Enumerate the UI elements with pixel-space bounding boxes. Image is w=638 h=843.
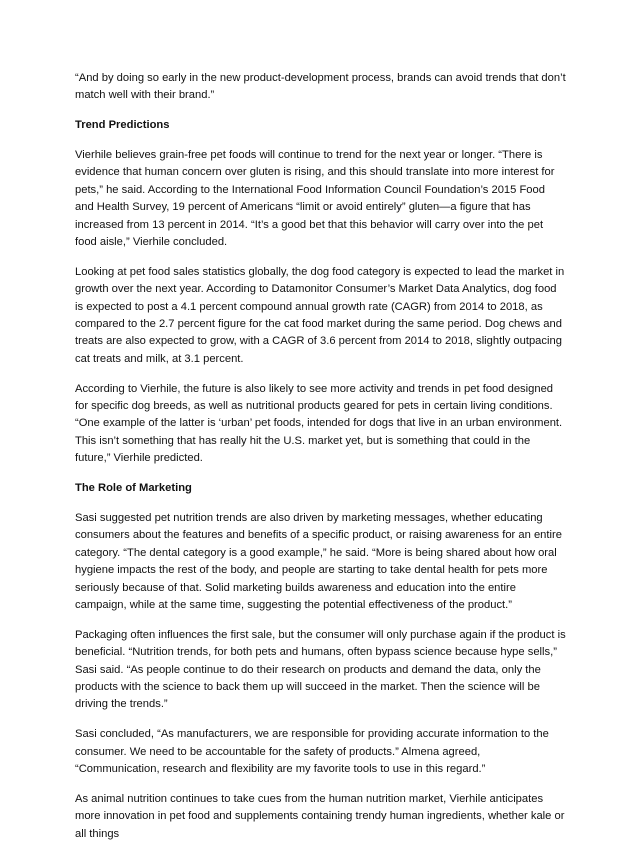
paragraph-grain-free: Vierhile believes grain-free pet foods will continue to trend for the next year or longer. “There is evidence that human concern over gluten is rising, and this should translate into more interest for pets,” he said. According to the International Food Information Council Foundation’s 2015 Food and Health Survey, 19 percent of Americans “limit or avoid entirely” gluten—a figure that has increased from 13 percent in 2014. “It’s a good bet that this behavior will carry over into the pet food aisle,” Vierhile concluded. xyxy=(75,149,555,249)
paragraph-conclusion: Sasi concluded, “As manufacturers, we are responsible for providing accurate information to the consumer. We need to be accountable for the safety of products.” Almena agreed, “Communication, research and flexibility are my favorite tools to use in this regard.” xyxy=(75,728,549,775)
paragraph-sales-statistics: Looking at pet food sales statistics globally, the dog food category is expected to lead the market in growth over the next year. According to Datamonitor Consumer’s Market Data Analytics, dog food is expected to post a 4.1 percent compound annual growth rate (CAGR) from 2014 to 2018, as compared to the 2.7 percent figure for the cat food market during the same period. Dog chews and treats are also expected to grow, with a CAGR of 3.6 percent from 2014 to 2018, slightly outpacing cat treats and milk, at 3.1 percent. xyxy=(75,265,565,365)
paragraph-packaging: Packaging often influences the first sale, but the consumer will only purchase again if the product is beneficial. “Nutrition trends, for both pets and humans, often bypass science because hype sells,” Sasi said. “As people continue to do their research on products and demand the data, only the products with the science to back them up will succeed in the market. Then the science will be driving the trends.” xyxy=(75,628,566,711)
quote-paragraph: “And by doing so early in the new product-development process, brands can avoid trends that don’t match well with their brand.” xyxy=(75,72,566,102)
section-heading-trend-predictions: Trend Predictions xyxy=(75,119,170,132)
paragraph-innovation: As animal nutrition continues to take cues from the human nutrition market, Vierhile anticipates more innovation in pet food and supplements containing trendy human ingredients, whether kale or all things xyxy=(75,792,565,840)
section-heading-role-of-marketing: The Role of Marketing xyxy=(75,482,192,495)
paragraph-breeds: According to Vierhile, the future is also likely to see more activity and trends in pet food designed for specific dog breeds, as well as nutritional products geared for pets in certain living conditions. “One example of the latter is ‘urban’ pet foods, intended for dogs that live in an urban environment. This isn’t something that has really hit the U.S. market yet, but is something that could in the future,” Vierhile predicted. xyxy=(75,382,563,465)
paragraph-marketing: Sasi suggested pet nutrition trends are also driven by marketing messages, whether educating consumers about the features and benefits of a specific product, or raising awareness for an entire category. “The dental category is a good example,” he said. “More is being shared about how oral hygiene impacts the rest of the body, and people are starting to take dental health for pets more seriously because of that. Solid marketing builds awareness and education into the entire campaign, while at the same time, suggesting the potential effectiveness of the product.” xyxy=(75,511,562,611)
